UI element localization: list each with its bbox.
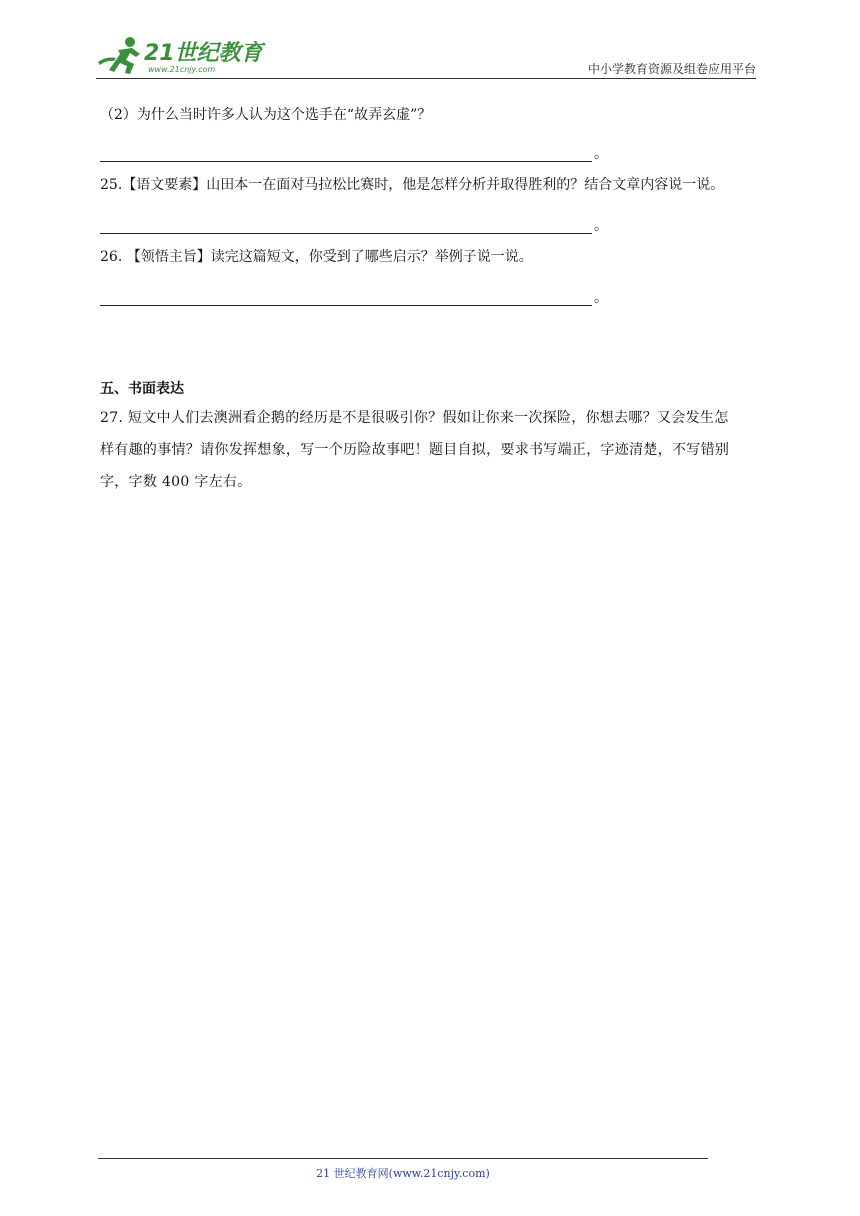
footer-text: 21 世纪教育网(www.21cnjy.com) (316, 1167, 490, 1180)
header-tagline: 中小学教育资源及组卷应用平台 (587, 62, 756, 76)
header-divider (96, 78, 756, 79)
question-26: 26. 【领悟主旨】读完这篇短文，你受到了哪些启示？举例子说一说。 (100, 249, 533, 265)
page-footer (98, 1158, 708, 1181)
question-27-line-1: 27. 短文中人们去澳洲看企鹅的经历是不是很吸引你？假如让你来一次探险，你想去哪？又会发生怎 (100, 410, 729, 426)
answer-line-24-2[interactable] (100, 140, 764, 162)
logo-brand-text: 21世纪教育 (144, 41, 263, 66)
answer-line-26[interactable] (100, 284, 764, 306)
main-content (100, 100, 764, 498)
question-24-2: （2）为什么当时许多人认为这个选手在“故弄玄虚”？ (100, 107, 432, 123)
answer-period: 。 (594, 218, 608, 234)
answer-period: 。 (594, 290, 608, 306)
runner-icon (98, 37, 140, 74)
question-27-line-2: 样有趣的事情？请你发挥想象，写一个历险故事吧！题目自拟，要求书写端正，字迹清楚，不写错别 (100, 442, 730, 458)
answer-blank[interactable] (100, 217, 592, 234)
page-header (96, 30, 756, 78)
answer-blank[interactable] (100, 145, 592, 162)
question-27-line-3: 字，字数 400 字左右。 (100, 474, 252, 490)
section-title-writing: 五、书面表达 (100, 381, 184, 397)
answer-blank[interactable] (100, 289, 592, 306)
question-25: 25.【语文要素】山田本一在面对马拉松比赛时，他是怎样分析并取得胜利的？结合文章内容说一说。 (100, 177, 725, 193)
logo-url-text: www.21cnjy.com (148, 65, 216, 74)
footer-divider (98, 1158, 708, 1159)
site-logo (96, 34, 266, 76)
answer-period: 。 (594, 146, 608, 162)
answer-line-25[interactable] (100, 212, 764, 234)
